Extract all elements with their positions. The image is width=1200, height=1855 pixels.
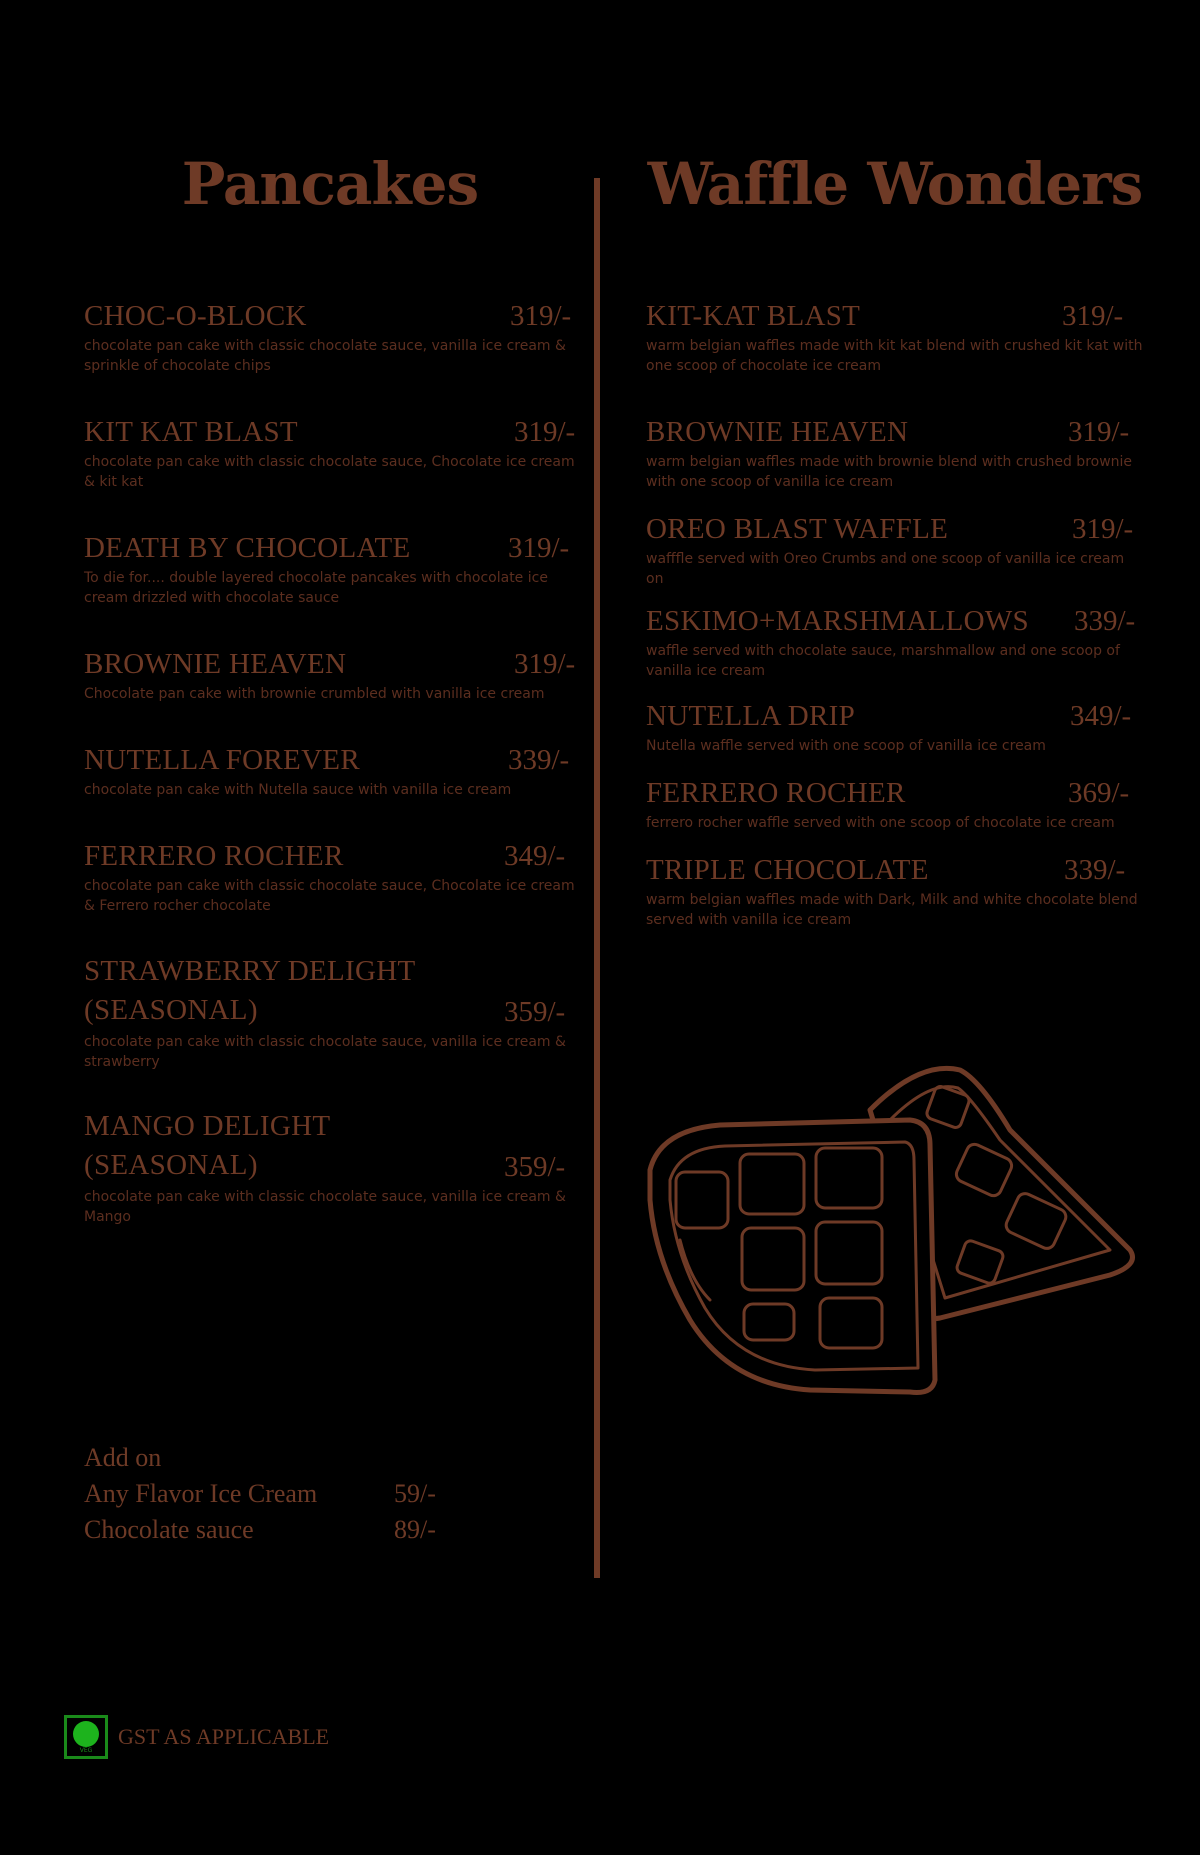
item-description: chocolate pan cake with classic chocolate sauce, Chocolate ice cream & Ferrero rocher chocolate: [84, 878, 575, 914]
item-price: 369/-: [1068, 777, 1130, 809]
item-name: CHOC-O-BLOCK: [84, 300, 307, 332]
item-price: 319/-: [1062, 300, 1124, 332]
waffle-illustration-icon: [640, 1050, 1150, 1400]
column-divider: [594, 178, 600, 1578]
item-price: 359/-: [504, 1151, 566, 1183]
item-price: 349/-: [1070, 700, 1132, 732]
item-name: KIT-KAT BLAST: [646, 300, 861, 332]
menu-item: [84, 742, 584, 800]
item-price: 319/-: [514, 648, 576, 680]
menu-item: [84, 646, 584, 704]
menu-item: [646, 511, 1146, 589]
menu-item: [646, 852, 1146, 930]
item-price: 319/-: [508, 532, 570, 564]
addon-price: 59/-: [394, 1479, 436, 1508]
pancakes-title: Pancakes: [181, 150, 479, 218]
item-description: warm belgian waffles made with kit kat blend with crushed kit kat with one scoop of chocolate ice cream: [646, 338, 1143, 374]
item-description: chocolate pan cake with classic chocolate sauce, vanilla ice cream & strawberry: [84, 1034, 566, 1070]
item-name: TRIPLE CHOCOLATE: [646, 854, 929, 886]
footer: [64, 1715, 329, 1759]
item-description: Chocolate pan cake with brownie crumbled with vanilla ice cream: [84, 686, 545, 702]
item-price: 319/-: [510, 300, 572, 332]
veg-symbol-icon: [64, 1715, 108, 1759]
item-price: 319/-: [1068, 416, 1130, 448]
menu-item: [84, 952, 584, 1072]
menu-item: [646, 603, 1146, 681]
item-price: 339/-: [1074, 605, 1136, 637]
item-description: chocolate pan cake with Nutella sauce with vanilla ice cream: [84, 782, 512, 798]
item-name: NUTELLA DRIP: [646, 700, 856, 732]
item-description: warm belgian waffles made with brownie blend with crushed brownie with one scoop of vanilla ice cream: [646, 454, 1133, 490]
item-name: OREO BLAST WAFFLE: [646, 513, 949, 545]
addon-price: 89/-: [394, 1515, 436, 1544]
addon-item: [84, 1476, 454, 1512]
menu-item: [646, 775, 1146, 833]
menu-item: [646, 298, 1146, 376]
item-name: STRAWBERRY DELIGHT (SEASONAL): [84, 955, 415, 1026]
item-description: warm belgian waffles made with Dark, Milk and white chocolate blend served with vanilla ice cream: [646, 892, 1138, 928]
item-price: 339/-: [1064, 854, 1126, 886]
item-name: DEATH BY CHOCOLATE: [84, 532, 411, 564]
item-name: NUTELLA FOREVER: [84, 744, 360, 776]
item-name: BROWNIE HEAVEN: [646, 416, 909, 448]
item-price: 359/-: [504, 996, 566, 1028]
menu-item: [646, 414, 1146, 492]
item-price: 349/-: [504, 840, 566, 872]
item-name: ESKIMO+MARSHMALLOWS: [646, 605, 1029, 637]
item-description: waffle served with chocolate sauce, marshmallow and one scoop of vanilla ice cream: [646, 643, 1120, 679]
item-price: 319/-: [1072, 513, 1134, 545]
item-price: 339/-: [508, 744, 570, 776]
menu-item: [646, 698, 1146, 756]
item-description: Nutella waffle served with one scoop of vanilla ice cream: [646, 738, 1046, 754]
item-description: ferrero rocher waffle served with one scoop of chocolate ice cream: [646, 815, 1115, 831]
item-name: MANGO DELIGHT (SEASONAL): [84, 1110, 330, 1181]
addon-name: Any Flavor Ice Cream: [84, 1479, 318, 1508]
item-description: wafffle served with Oreo Crumbs and one scoop of vanilla ice cream on: [646, 551, 1125, 587]
addon-name: Chocolate sauce: [84, 1515, 254, 1544]
item-description: chocolate pan cake with classic chocolate sauce, vanilla ice cream & sprinkle of chocolate chips: [84, 338, 566, 374]
item-name: BROWNIE HEAVEN: [84, 648, 347, 680]
item-description: chocolate pan cake with classic chocolate sauce, Chocolate ice cream & kit kat: [84, 454, 575, 490]
addon-item: [84, 1512, 454, 1548]
waffle-wonders-title: Waffle Wonders: [647, 150, 1143, 218]
menu-item: [84, 414, 584, 492]
addon-section: [84, 1440, 454, 1548]
menu-item: [84, 298, 584, 376]
item-description: To die for.... double layered chocolate pancakes with chocolate ice cream drizzled with chocolate sauce: [84, 570, 548, 606]
item-name: FERRERO ROCHER: [646, 777, 906, 809]
veg-label: VEG: [79, 1746, 93, 1754]
menu-item: [84, 530, 584, 608]
menu-item: [84, 838, 584, 916]
item-description: chocolate pan cake with classic chocolate sauce, vanilla ice cream & Mango: [84, 1189, 566, 1225]
addon-title: Add on: [84, 1443, 162, 1472]
item-name: KIT KAT BLAST: [84, 416, 298, 448]
item-price: 319/-: [514, 416, 576, 448]
item-name: FERRERO ROCHER: [84, 840, 344, 872]
gst-note: GST AS APPLICABLE: [118, 1724, 330, 1749]
menu-item: [84, 1107, 584, 1227]
veg-dot: [73, 1721, 99, 1747]
